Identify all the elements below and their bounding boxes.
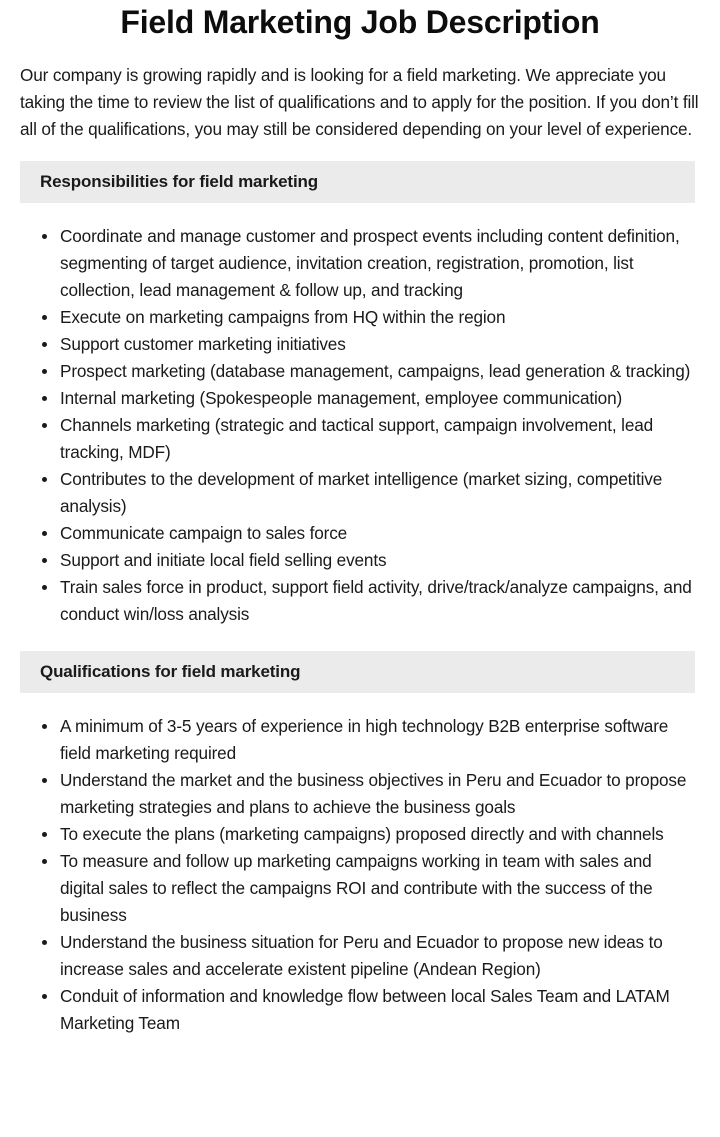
bullet-icon <box>42 342 47 347</box>
bullet-icon <box>42 369 47 374</box>
bullet-icon <box>42 396 47 401</box>
bullet-icon <box>42 477 47 482</box>
list-item: Internal marketing (Spokespeople management, employee communication) <box>60 385 700 412</box>
bullet-icon <box>42 558 47 563</box>
list-item: A minimum of 3-5 years of experience in high technology B2B enterprise software field marketing required <box>60 713 700 767</box>
page-title: Field Marketing Job Description <box>120 4 600 40</box>
list-item: Prospect marketing (database management, campaigns, lead generation & tracking) <box>60 358 700 385</box>
list-item: Communicate campaign to sales force <box>60 520 700 547</box>
bullet-icon <box>42 832 47 837</box>
list-item: To execute the plans (marketing campaigns) proposed directly and with channels <box>60 821 700 848</box>
intro-paragraph: Our company is growing rapidly and is looking for a field marketing. We appreciate you taking the time to review the list of qualifications and to apply for the position. If you don’t fill all of the qualifications, you may still be considered depending on your level of experience. <box>20 65 699 139</box>
list-item: Channels marketing (strategic and tactical support, campaign involvement, lead tracking, MDF) <box>60 412 700 466</box>
bullet-icon <box>42 531 47 536</box>
list-item: Train sales force in product, support field activity, drive/track/analyze campaigns, and conduct win/loss analysis <box>60 574 700 628</box>
qualifications-heading: Qualifications for field marketing <box>20 651 695 693</box>
bullet-icon <box>42 778 47 783</box>
list-item: To measure and follow up marketing campaigns working in team with sales and digital sales to reflect the campaigns ROI and contribute with the success of the business <box>60 848 700 929</box>
bullet-icon <box>42 994 47 999</box>
qualifications-list <box>20 713 700 1037</box>
bullet-icon <box>42 724 47 729</box>
bullet-icon <box>42 423 47 428</box>
list-item: Coordinate and manage customer and prospect events including content definition, segmenting of target audience, invitation creation, registration, promotion, list collection, lead management & follow up, and tracking <box>60 223 700 304</box>
bullet-icon <box>42 234 47 239</box>
list-item: Support and initiate local field selling events <box>60 547 700 574</box>
bullet-icon <box>42 315 47 320</box>
bullet-icon <box>42 585 47 590</box>
responsibilities-list <box>20 223 700 628</box>
list-item: Support customer marketing initiatives <box>60 331 700 358</box>
responsibilities-heading: Responsibilities for field marketing <box>20 161 695 203</box>
list-item: Execute on marketing campaigns from HQ within the region <box>60 304 700 331</box>
bullet-icon <box>42 940 47 945</box>
list-item: Understand the market and the business objectives in Peru and Ecuador to propose marketing strategies and plans to achieve the business goals <box>60 767 700 821</box>
list-item: Conduit of information and knowledge flow between local Sales Team and LATAM Marketing Team <box>60 983 700 1037</box>
section-spacer <box>20 628 700 633</box>
list-item: Understand the business situation for Peru and Ecuador to propose new ideas to increase sales and accelerate existent pipeline (Andean Region) <box>60 929 700 983</box>
bullet-icon <box>42 859 47 864</box>
list-item: Contributes to the development of market intelligence (market sizing, competitive analysis) <box>60 466 700 520</box>
